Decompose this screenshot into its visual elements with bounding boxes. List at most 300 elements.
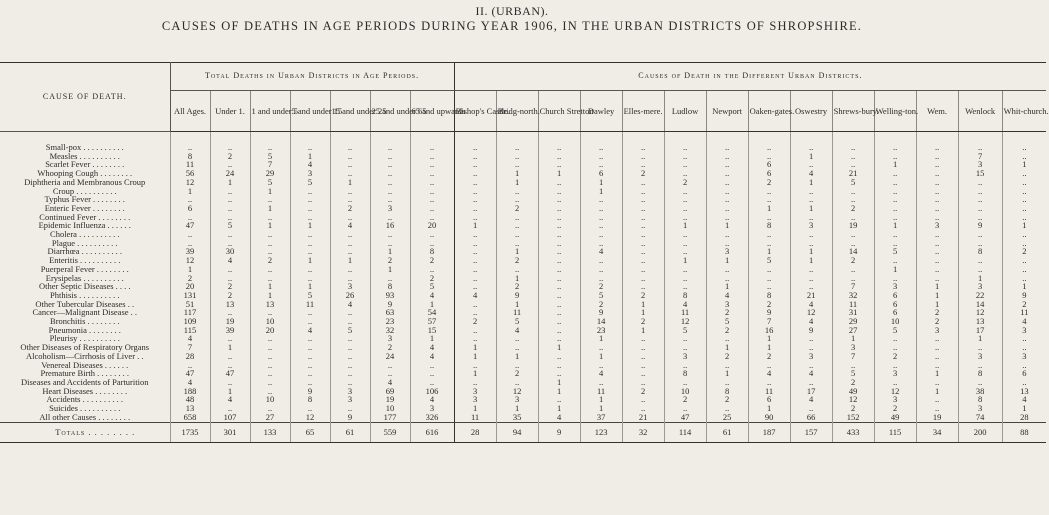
table-cell: ..: [210, 361, 250, 370]
table-cell: ..: [622, 352, 664, 361]
table-cell: 1: [790, 204, 832, 213]
table-cell: 26: [330, 291, 370, 300]
table-row: [0, 187, 1046, 196]
table-cell: 1: [370, 247, 410, 256]
table-cell: ..: [454, 274, 496, 283]
table-cell: 1: [580, 187, 622, 196]
table-cell: 1: [706, 256, 748, 265]
table-cell: ..: [622, 187, 664, 196]
table-cell: ..: [370, 160, 410, 169]
table-cell: ..: [454, 230, 496, 239]
table-row: [0, 282, 1046, 291]
table-cell: ..: [170, 230, 210, 239]
table-cell: ..: [790, 187, 832, 196]
table-cell: 5: [874, 326, 916, 335]
table-cell: ..: [250, 265, 290, 274]
cause-label: Scarlet Fever . . . . . . . .: [45, 159, 125, 170]
spacer-row: [0, 132, 1046, 144]
table-cell: 1: [538, 378, 580, 387]
table-cell: ..: [538, 395, 580, 404]
table-cell: 2: [832, 204, 874, 213]
table-cell: 12: [832, 395, 874, 404]
table-cell: ..: [454, 213, 496, 222]
table-cell: 5: [832, 369, 874, 378]
table-cell: 5: [330, 326, 370, 335]
table-cell: 1: [706, 343, 748, 352]
table-cell: ..: [790, 361, 832, 370]
table-cell: 1: [250, 291, 290, 300]
table-cell: ..: [874, 361, 916, 370]
table-cell: 3: [330, 395, 370, 404]
table-cell: ..: [916, 169, 958, 178]
table-cell: 17: [958, 326, 1002, 335]
table-cell: ..: [958, 256, 1002, 265]
table-cell: ..: [706, 178, 748, 187]
table-cell: ..: [210, 187, 250, 196]
table-cell: ..: [170, 143, 210, 152]
table-cell: ..: [958, 239, 1002, 248]
table-cell: ..: [496, 152, 538, 161]
table-cell: 2: [748, 300, 790, 309]
table-cell: 1: [370, 265, 410, 274]
table-cell: ..: [958, 378, 1002, 387]
table-cell: 4: [1002, 317, 1046, 326]
table-cell: 115: [170, 326, 210, 335]
table-cell: 1: [748, 247, 790, 256]
table-cell: ..: [370, 361, 410, 370]
table-cell: ..: [748, 378, 790, 387]
table-cell: 2: [370, 343, 410, 352]
table-cell: ..: [832, 265, 874, 274]
table-cell: 15: [410, 326, 454, 335]
table-cell: ..: [790, 230, 832, 239]
table-cell: 2: [496, 282, 538, 291]
table-cell: ..: [250, 343, 290, 352]
column-header: Wem.: [916, 91, 958, 132]
table-row: [0, 265, 1046, 274]
table-cell: ..: [706, 160, 748, 169]
table-cell: 8: [664, 369, 706, 378]
cause-label: Small-pox . . . . . . . . . .: [45, 142, 124, 152]
table-cell: ..: [538, 334, 580, 343]
table-cell: ..: [538, 265, 580, 274]
table-cell: 47: [210, 369, 250, 378]
table-cell: ..: [538, 204, 580, 213]
table-cell: ..: [664, 343, 706, 352]
table-cell: 4: [454, 291, 496, 300]
table-cell: 117: [170, 308, 210, 317]
table-cell: 6: [580, 169, 622, 178]
table-row: [0, 334, 1046, 343]
table-cell: 2: [706, 395, 748, 404]
table-cell: 2: [664, 178, 706, 187]
table-cell: ..: [580, 239, 622, 248]
table-cell: 2: [916, 317, 958, 326]
cause-label: Accidents . . . . . . . . . .: [46, 394, 123, 405]
table-cell: ..: [790, 404, 832, 413]
table-cell: ..: [210, 230, 250, 239]
table-cell: ..: [538, 152, 580, 161]
table-cell: ..: [370, 369, 410, 378]
table-cell: ..: [874, 213, 916, 222]
table-cell: 14: [958, 300, 1002, 309]
table-cell: ..: [706, 230, 748, 239]
table-cell: ..: [1002, 256, 1046, 265]
table-cell: ..: [874, 178, 916, 187]
table-cell: 3: [410, 404, 454, 413]
table-cell: 1: [580, 395, 622, 404]
table-cell: 9: [1002, 291, 1046, 300]
table-cell: ..: [454, 308, 496, 317]
table-cell: 1: [250, 204, 290, 213]
table-cell: ..: [330, 152, 370, 161]
table-cell: 6: [874, 291, 916, 300]
table-cell: 12: [958, 308, 1002, 317]
table-cell: ..: [1002, 230, 1046, 239]
table-cell: 48: [170, 395, 210, 404]
table-row: [0, 413, 1046, 422]
table-cell: ..: [1002, 143, 1046, 152]
table-cell: 658: [170, 413, 210, 422]
table-cell: ..: [170, 361, 210, 370]
table-cell: ..: [580, 204, 622, 213]
total-cell: 301: [210, 422, 250, 442]
table-cell: ..: [916, 187, 958, 196]
cause-label: Other Tubercular Diseases . .: [35, 298, 135, 309]
table-cell: ..: [622, 334, 664, 343]
table-cell: 5: [250, 152, 290, 161]
table-cell: 7: [958, 152, 1002, 161]
table-cell: ..: [250, 239, 290, 248]
table-cell: 1: [790, 256, 832, 265]
table-cell: 66: [790, 413, 832, 422]
table-cell: ..: [330, 343, 370, 352]
table-cell: ..: [832, 274, 874, 283]
table-cell: ..: [706, 143, 748, 152]
table-cell: ..: [622, 404, 664, 413]
table-cell: ..: [250, 274, 290, 283]
table-row: [0, 247, 1046, 256]
cause-label: Measles . . . . . . . . . .: [49, 150, 120, 161]
table-cell: ..: [290, 334, 330, 343]
table-cell: 15: [958, 169, 1002, 178]
table-cell: ..: [622, 378, 664, 387]
table-cell: 9: [290, 387, 330, 396]
table-cell: ..: [1002, 361, 1046, 370]
table-cell: ..: [538, 247, 580, 256]
table-cell: ..: [250, 369, 290, 378]
table-cell: ..: [210, 143, 250, 152]
table-cell: 74: [958, 413, 1002, 422]
table-cell: ..: [874, 334, 916, 343]
table-cell: 5: [496, 317, 538, 326]
table-cell: ..: [250, 352, 290, 361]
table-cell: 3: [916, 221, 958, 230]
table-cell: ..: [496, 195, 538, 204]
table-cell: ..: [874, 152, 916, 161]
column-header: Welling-ton.: [874, 91, 916, 132]
table-cell: ..: [410, 152, 454, 161]
table-cell: ..: [454, 247, 496, 256]
table-cell: 3: [370, 334, 410, 343]
table-cell: ..: [210, 195, 250, 204]
table-cell: 8: [170, 152, 210, 161]
table-cell: 16: [370, 221, 410, 230]
table-cell: 3: [706, 247, 748, 256]
table-cell: ..: [410, 187, 454, 196]
table-cell: 9: [790, 326, 832, 335]
table-cell: 2: [496, 369, 538, 378]
table-cell: 1: [496, 178, 538, 187]
table-cell: ..: [832, 195, 874, 204]
table-cell: 3: [1002, 352, 1046, 361]
column-header: Bishop's Castle.: [454, 91, 496, 132]
table-cell: 29: [832, 317, 874, 326]
table-cell: 2: [410, 256, 454, 265]
cause-label: Whooping Cough . . . . . . . .: [37, 168, 133, 179]
table-cell: 3: [958, 160, 1002, 169]
table-cell: ..: [496, 239, 538, 248]
table-cell: ..: [454, 256, 496, 265]
table-cell: ..: [410, 369, 454, 378]
table-cell: 1: [916, 291, 958, 300]
table-cell: 2: [580, 300, 622, 309]
table-cell: 54: [410, 308, 454, 317]
table-cell: ..: [370, 178, 410, 187]
table-cell: ..: [250, 308, 290, 317]
total-cell: 88: [1002, 422, 1046, 442]
total-cell: 559: [370, 422, 410, 442]
table-cell: ..: [622, 369, 664, 378]
table-cell: 1: [790, 152, 832, 161]
table-cell: ..: [916, 143, 958, 152]
table-cell: ..: [370, 143, 410, 152]
table-cell: 3: [958, 352, 1002, 361]
table-cell: ..: [454, 178, 496, 187]
table-row: [0, 256, 1046, 265]
table-cell: 3: [664, 352, 706, 361]
table-cell: ..: [748, 213, 790, 222]
table-cell: ..: [1002, 204, 1046, 213]
table-cell: ..: [210, 404, 250, 413]
table-cell: 1: [250, 282, 290, 291]
column-header: Oaken-gates.: [748, 91, 790, 132]
table-cell: ..: [832, 187, 874, 196]
table-cell: 4: [170, 334, 210, 343]
table-cell: 3: [874, 395, 916, 404]
age-periods-group-header: Total Deaths in Urban Districts in Age Periods.: [170, 63, 454, 91]
table-row: [0, 326, 1046, 335]
table-row: [0, 352, 1046, 361]
table-cell: ..: [330, 265, 370, 274]
cause-label: Diarrhœa . . . . . . . . . .: [47, 246, 123, 257]
table-cell: ..: [330, 247, 370, 256]
table-cell: ..: [454, 187, 496, 196]
table-cell: ..: [916, 152, 958, 161]
table-cell: ..: [538, 317, 580, 326]
table-cell: ..: [664, 195, 706, 204]
table-cell: 9: [330, 413, 370, 422]
table-cell: 2: [210, 152, 250, 161]
table-cell: 4: [330, 221, 370, 230]
table-cell: 1: [916, 369, 958, 378]
table-cell: ..: [790, 334, 832, 343]
table-cell: ..: [832, 230, 874, 239]
table-cell: 13: [170, 404, 210, 413]
table-cell: 5: [410, 282, 454, 291]
table-cell: ..: [496, 143, 538, 152]
table-cell: 4: [580, 247, 622, 256]
table-cell: ..: [664, 204, 706, 213]
table-cell: 23: [370, 317, 410, 326]
table-cell: ..: [916, 395, 958, 404]
table-cell: ..: [538, 239, 580, 248]
table-cell: ..: [454, 361, 496, 370]
table-cell: 4: [790, 317, 832, 326]
causes-of-death-table: [0, 62, 1049, 443]
table-cell: 19: [832, 221, 874, 230]
table-cell: 1: [330, 178, 370, 187]
table-cell: ..: [330, 361, 370, 370]
cause-label: Diphtheria and Membranous Croup: [24, 176, 146, 187]
column-header: Bridg-north.: [496, 91, 538, 132]
table-cell: ..: [664, 143, 706, 152]
table-cell: 9: [580, 308, 622, 317]
table-cell: 8: [290, 395, 330, 404]
table-cell: 3: [874, 369, 916, 378]
table-cell: 4: [210, 395, 250, 404]
table-cell: 3: [454, 387, 496, 396]
total-cell: 34: [916, 422, 958, 442]
table-cell: ..: [538, 256, 580, 265]
table-cell: ..: [706, 334, 748, 343]
table-cell: 20: [170, 282, 210, 291]
page-title: CAUSES OF DEATHS IN AGE PERIODS DURING YEAR 1906, IN THE URBAN DISTRICTS OF SHROPSHIRE.: [161, 19, 863, 33]
table-cell: ..: [580, 361, 622, 370]
table-cell: ..: [410, 143, 454, 152]
table-cell: 1: [1002, 404, 1046, 413]
table-cell: 1: [210, 387, 250, 396]
table-cell: 2: [410, 274, 454, 283]
table-cell: ..: [370, 187, 410, 196]
table-cell: ..: [622, 204, 664, 213]
table-cell: ..: [1002, 334, 1046, 343]
table-cell: 1: [874, 160, 916, 169]
table-cell: 12: [874, 387, 916, 396]
table-cell: ..: [790, 213, 832, 222]
table-cell: ..: [538, 361, 580, 370]
table-cell: 2: [1002, 300, 1046, 309]
table-cell: ..: [496, 343, 538, 352]
table-cell: ..: [874, 274, 916, 283]
table-cell: ..: [580, 378, 622, 387]
cause-label: Venereal Diseases . . . . . .: [41, 359, 129, 370]
table-cell: 12: [170, 256, 210, 265]
table-cell: ..: [1002, 239, 1046, 248]
table-cell: 2: [706, 308, 748, 317]
column-header: 65 and upwards: [410, 91, 454, 132]
cause-label: Plague . . . . . . . . . .: [51, 237, 118, 248]
table-cell: 5: [580, 291, 622, 300]
table-cell: ..: [538, 369, 580, 378]
table-cell: 8: [748, 291, 790, 300]
table-cell: ..: [580, 274, 622, 283]
table-cell: 1: [170, 265, 210, 274]
table-cell: 3: [790, 221, 832, 230]
table-cell: 31: [832, 308, 874, 317]
table-cell: ..: [170, 239, 210, 248]
table-cell: ..: [622, 230, 664, 239]
table-cell: ..: [958, 143, 1002, 152]
table-cell: ..: [916, 404, 958, 413]
table-cell: ..: [958, 195, 1002, 204]
table-cell: 4: [370, 378, 410, 387]
table-cell: ..: [330, 187, 370, 196]
table-cell: 21: [622, 413, 664, 422]
table-cell: 1: [1002, 221, 1046, 230]
table-cell: ..: [330, 213, 370, 222]
table-cell: ..: [210, 308, 250, 317]
table-cell: 2: [1002, 247, 1046, 256]
table-cell: 90: [748, 413, 790, 422]
table-cell: 4: [170, 378, 210, 387]
table-cell: ..: [790, 343, 832, 352]
table-cell: ..: [580, 256, 622, 265]
table-cell: ..: [706, 213, 748, 222]
table-cell: ..: [250, 361, 290, 370]
table-cell: ..: [1002, 265, 1046, 274]
totals-label: Totals . . . . . . . .: [0, 422, 170, 442]
table-cell: ..: [290, 343, 330, 352]
table-cell: 1: [790, 247, 832, 256]
table-cell: ..: [330, 317, 370, 326]
table-cell: ..: [1002, 169, 1046, 178]
table-cell: 28: [170, 352, 210, 361]
table-row: [0, 160, 1046, 169]
table-cell: ..: [664, 404, 706, 413]
table-cell: ..: [538, 221, 580, 230]
table-cell: ..: [748, 239, 790, 248]
table-cell: ..: [290, 369, 330, 378]
table-cell: 1: [454, 221, 496, 230]
table-cell: 37: [580, 413, 622, 422]
table-cell: 5: [706, 317, 748, 326]
cause-label: Diseases and Accidents of Parturition: [21, 376, 149, 387]
table-cell: 5: [664, 326, 706, 335]
table-cell: ..: [916, 178, 958, 187]
table-cell: 12: [790, 308, 832, 317]
table-cell: ..: [748, 152, 790, 161]
column-header: 15 and under 25: [330, 91, 370, 132]
table-cell: 2: [454, 317, 496, 326]
column-header: Under 1.: [210, 91, 250, 132]
table-cell: 11: [748, 387, 790, 396]
table-cell: ..: [580, 230, 622, 239]
total-cell: 114: [664, 422, 706, 442]
table-cell: ..: [622, 395, 664, 404]
table-cell: 1: [748, 204, 790, 213]
cause-label: Enteritis . . . . . . . . . .: [49, 255, 121, 266]
table-cell: ..: [454, 300, 496, 309]
table-cell: 6: [874, 300, 916, 309]
table-cell: ..: [916, 160, 958, 169]
table-cell: 32: [832, 291, 874, 300]
table-cell: 1: [496, 247, 538, 256]
table-cell: ..: [706, 169, 748, 178]
table-cell: ..: [538, 187, 580, 196]
table-cell: ..: [330, 308, 370, 317]
table-cell: ..: [874, 169, 916, 178]
